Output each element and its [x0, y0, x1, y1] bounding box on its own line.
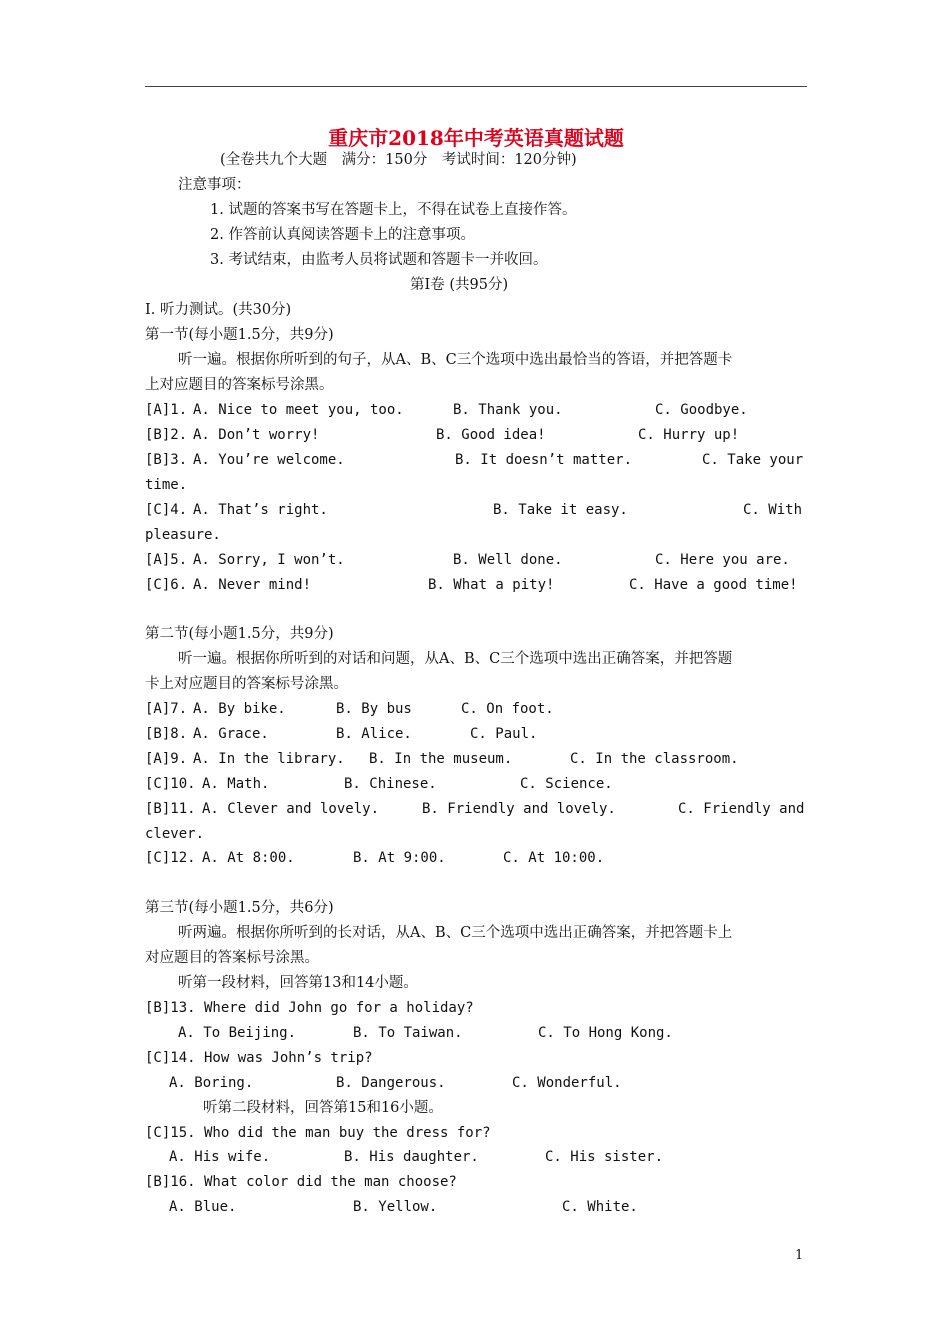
option-b: B. Well done.	[453, 552, 563, 568]
option-c: C. Goodbye.	[655, 402, 748, 418]
option-c: C. Wonderful.	[512, 1075, 622, 1091]
option-continuation: clever.	[145, 826, 205, 842]
question-12	[145, 846, 807, 871]
option-a: A. At 8:00.	[202, 850, 295, 866]
option-c: C. Friendly and	[678, 801, 805, 817]
question-2	[145, 423, 807, 448]
option-b: B. Yellow.	[353, 1199, 438, 1215]
section-instruction: 上对应题目的答案标号涂黑。	[145, 377, 334, 393]
notice-item: 2. 作答前认真阅读答题卡上的注意事项。	[210, 227, 475, 243]
option-a: A. Blue.	[169, 1199, 237, 1215]
option-b: B. What a pity!	[428, 577, 555, 593]
option-c: C. With	[743, 502, 803, 518]
option-a: A. Boring.	[169, 1075, 254, 1091]
option-a: A. Math.	[202, 776, 270, 792]
question-11	[145, 797, 807, 822]
section-instruction: 听一遍。根据你所听到的对话和问题，从A、B、C三个选项中选出正确答案，并把答题	[178, 651, 733, 667]
section-heading: 第一节(每小题1.5分，共9分)	[145, 327, 334, 343]
option-a: A. His wife.	[169, 1149, 271, 1165]
question-13-stem: [B]13. Where did John go for a holiday?	[145, 1000, 474, 1016]
passage-instruction: 听第二段材料，回答第15和16小题。	[203, 1100, 443, 1116]
question-8	[145, 722, 807, 747]
option-a: A. Sorry, I won’t.	[193, 552, 345, 568]
question-number: [C]6.	[145, 577, 188, 593]
question-number: [A]1.	[145, 402, 188, 418]
question-6	[145, 573, 807, 598]
question-number: [A]7.	[145, 701, 188, 717]
option-a: A. Grace.	[193, 726, 269, 742]
option-continuation: pleasure.	[145, 527, 221, 543]
option-b: B. Take it easy.	[493, 502, 628, 518]
question-5	[145, 548, 807, 573]
notice-item: 3. 考试结束，由监考人员将试题和答题卡一并收回。	[210, 252, 548, 268]
option-a: A. Don’t worry!	[193, 427, 320, 443]
question-number: [B]3.	[145, 452, 188, 468]
option-b: B. Friendly and lovely.	[422, 801, 616, 817]
question-number: [B]2.	[145, 427, 188, 443]
option-b: B. It doesn’t matter.	[455, 452, 633, 468]
section-heading: 第二节(每小题1.5分，共9分)	[145, 626, 334, 642]
question-number: [C]4.	[145, 502, 188, 518]
section-heading: 第三节(每小题1.5分，共6分)	[145, 900, 334, 916]
question-number: [C]10.	[145, 776, 196, 792]
option-c: C. At 10:00.	[503, 850, 605, 866]
option-b: B. Thank you.	[453, 402, 563, 418]
option-a: A. Nice to meet you, too.	[193, 402, 404, 418]
question-number: [B]11.	[145, 801, 196, 817]
option-a: A. By bike.	[193, 701, 286, 717]
option-b: B. To Taiwan.	[353, 1025, 463, 1041]
option-b: B. Dangerous.	[336, 1075, 446, 1091]
notice-item: 1. 试题的答案书写在答题卡上，不得在试卷上直接作答。	[210, 202, 577, 218]
question-number: [C]12.	[145, 850, 196, 866]
header-rule	[145, 86, 807, 87]
option-c: C. Take your	[702, 452, 804, 468]
option-b: B. At 9:00.	[353, 850, 446, 866]
document-title: 重庆市2018年中考英语真题试题	[328, 126, 624, 150]
question-4	[145, 498, 807, 523]
option-a: A. Never mind!	[193, 577, 312, 593]
section-instruction: 卡上对应题目的答案标号涂黑。	[145, 676, 348, 692]
passage-instruction: 听第一段材料，回答第13和14小题。	[178, 975, 418, 991]
option-a: A. You’re welcome.	[193, 452, 345, 468]
option-b: B. Chinese.	[344, 776, 437, 792]
option-c: C. On foot.	[461, 701, 554, 717]
option-a: A. To Beijing.	[178, 1025, 297, 1041]
option-c: C. His sister.	[545, 1149, 664, 1165]
question-10	[145, 772, 807, 797]
option-b: B. In the museum.	[369, 751, 513, 767]
notice-heading: 注意事项：	[178, 177, 251, 193]
section-instruction: 对应题目的答案标号涂黑。	[145, 950, 319, 966]
document-subtitle: (全卷共九个大题 满分：150分 考试时间：120分钟)	[220, 152, 577, 168]
question-number: [A]9.	[145, 751, 188, 767]
option-c: C. White.	[562, 1199, 638, 1215]
question-15-stem: [C]15. Who did the man buy the dress for?	[145, 1125, 491, 1141]
option-c: C. Paul.	[470, 726, 538, 742]
question-9	[145, 747, 807, 772]
volume-heading: 第Ⅰ卷 (共95分)	[410, 277, 509, 293]
option-c: C. Hurry up!	[638, 427, 740, 443]
question-7	[145, 697, 807, 722]
option-b: B. Alice.	[336, 726, 412, 742]
part-heading: I. 听力测试。(共30分)	[145, 302, 292, 318]
option-a: A. Clever and lovely.	[202, 801, 380, 817]
question-3	[145, 448, 807, 473]
option-c: C. Here you are.	[655, 552, 790, 568]
question-14-stem: [C]14. How was John’s trip?	[145, 1050, 373, 1066]
section-instruction: 听两遍。根据你所听到的长对话，从A、B、C三个选项中选出正确答案，并把答题卡上	[178, 925, 733, 941]
section-instruction: 听一遍。根据你所听到的句子，从A、B、C三个选项中选出最恰当的答语，并把答题卡	[178, 352, 733, 368]
option-c: C. To Hong Kong.	[538, 1025, 673, 1041]
option-c: C. Science.	[520, 776, 613, 792]
option-c: C. Have a good time!	[629, 577, 798, 593]
question-number: [A]5.	[145, 552, 188, 568]
option-b: B. By bus	[336, 701, 412, 717]
page-number: 1	[795, 1248, 804, 1263]
option-b: B. His daughter.	[344, 1149, 479, 1165]
question-1	[145, 398, 807, 423]
question-16-stem: [B]16. What color did the man choose?	[145, 1174, 457, 1190]
option-c: C. In the classroom.	[570, 751, 739, 767]
option-a: A. That’s right.	[193, 502, 328, 518]
option-continuation: time.	[145, 477, 188, 493]
option-a: A. In the library.	[193, 751, 345, 767]
question-number: [B]8.	[145, 726, 188, 742]
option-b: B. Good idea!	[436, 427, 546, 443]
